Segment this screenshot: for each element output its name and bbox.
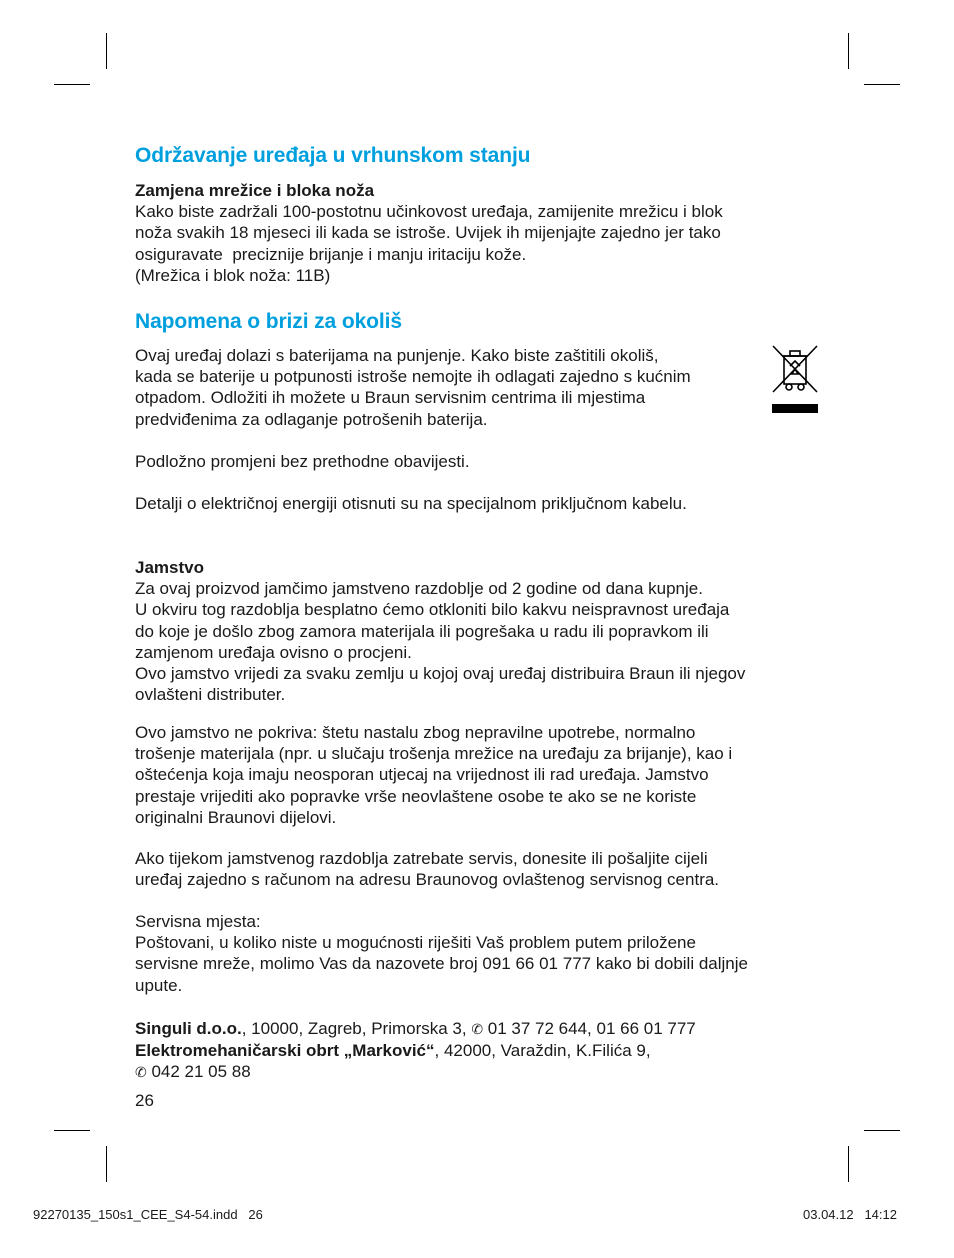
contact-name: Elektromehaničarski obrt „Marković“ (135, 1041, 435, 1061)
phone-icon: ✆ (471, 1021, 484, 1037)
maintenance-text-line: noža svakih 18 mjeseci ili kada se istroše. Uvijek ih mijenjajte zajedno jer tako (135, 223, 721, 243)
contact-address: , 10000, Zagreb, Primorska 3, (241, 1019, 472, 1038)
contact-name: Singuli d.o.o. (135, 1019, 242, 1038)
footer-file-info: 92270135_150s1_CEE_S4-54.indd 26 (33, 1207, 263, 1222)
maintenance-heading: Održavanje uređaja u vrhunskom stanju (135, 144, 531, 167)
contact-markovic-phone (135, 1061, 696, 1083)
change-notice: Podložno promjeni bez prethodne obavijesti. (135, 452, 470, 471)
crop-mark-bottom-left-v (106, 1146, 107, 1182)
service-locations-line: Poštovani, u koliko niste u mogućnosti riješiti Vaš problem putem priložene (135, 933, 696, 953)
service-locations (135, 911, 748, 996)
warranty-text-line: U okviru tog razdoblja besplatno ćemo otkloniti bilo kakvu neispravnost uređaja (135, 600, 730, 620)
maintenance-text-line: Kako biste zadržali 100-postotnu učinkovost uređaja, zamijenite mrežicu i blok (135, 202, 723, 222)
phone-icon: ✆ (135, 1064, 147, 1081)
environment-text-line: predviđenima za odlaganje potrošenih baterija. (135, 409, 488, 429)
service-text-line: Ako tijekom jamstvenog razdoblja zatrebate servis, donesite ili pošaljite cijeli (135, 849, 708, 868)
service-text-line: uređaj zajedno s računom na adresu Braunovog ovlaštenog servisnog centra. (135, 870, 720, 890)
exclusions-text-line: originalni Braunovi dijelovi. (135, 807, 337, 827)
electrical-notice: Detalji o električnoj energiji otisnuti su na specijalnom priključnom kabelu. (135, 494, 687, 513)
crop-mark-top-right-h (864, 84, 900, 85)
exclusions-text-line: trošenje materijala (npr. u slučaju trošenja mrežice na uređaju za brijanje), kao i (135, 744, 733, 764)
environment-text-line: Ovaj uređaj dolazi s baterijama na punjenje. Kako biste zaštitili okoliš, (135, 346, 659, 365)
environment-heading: Napomena o brizi za okoliš (135, 310, 402, 333)
warranty-section (135, 557, 745, 705)
maintenance-text-line: (Mrežica i blok noža: 11B) (135, 265, 331, 285)
contact-phones: 01 37 72 644, 01 66 01 777 (483, 1019, 696, 1038)
exclusions-text-line: prestaje vrijediti ako popravke vrše neovlaštene osobe te ako se ne koriste (135, 786, 697, 806)
maintenance-text-line: osiguravate preciznije brijanje i manju iritaciju kože. (135, 244, 527, 264)
contact-markovic (135, 1040, 696, 1061)
crop-mark-bottom-left-h (54, 1130, 90, 1131)
exclusions-text-line: Ovo jamstvo ne pokriva: štetu nastalu zbog nepravilne upotrebe, normalno (135, 723, 696, 742)
contact-singuli (135, 1018, 696, 1040)
warranty-heading: Jamstvo (135, 558, 204, 577)
footer-timestamp: 03.04.12 14:12 (803, 1207, 897, 1222)
contact-address: , 42000, Varaždin, K.Filića 9, (434, 1041, 651, 1061)
warranty-text-line: Ovo jamstvo vrijedi za svaku zemlju u kojoj ovaj uređaj distribuira Braun ili njegov (135, 664, 746, 684)
crossed-out-wheelie-bin-icon (770, 344, 820, 416)
environment-text-line: otpadom. Odložiti ih možete u Braun servisnim centrima ili mjestima (135, 388, 646, 408)
service-locations-line: Servisna mjesta: (135, 912, 261, 931)
environment-section (135, 345, 691, 430)
environment-text-line: kada se baterije u potpunosti istroše nemojte ih odlagati zajedno s kućnim (135, 367, 691, 387)
crop-mark-top-right-v (848, 33, 849, 69)
service-contacts (135, 1018, 696, 1084)
warranty-text-line: do koje je došlo zbog zamora materijala ili pogrešaka u radu ili popravkom ili (135, 621, 709, 641)
crop-mark-bottom-right-h (864, 1130, 900, 1131)
service-request (135, 848, 719, 890)
service-locations-line: servisne mreže, molimo Vas da nazovete broj 091 66 01 777 kako bi dobili daljnje (135, 954, 748, 974)
contact-phones: 042 21 05 88 (146, 1062, 251, 1082)
page-number: 26 (135, 1091, 154, 1110)
exclusions-text-line: oštećenja koja imaju neosporan utjecaj na vrijednost ili rad uređaja. Jamstvo (135, 765, 709, 785)
warranty-text-line: zamjenom uređaja ovisno o procjeni. (135, 642, 412, 662)
warranty-exclusions (135, 722, 732, 828)
warranty-text-line: ovlašteni distributer. (135, 685, 286, 705)
foil-replacement-subheading: Zamjena mrežice i bloka noža (135, 181, 375, 200)
crop-mark-top-left-h (54, 84, 90, 85)
service-locations-line: upute. (135, 975, 183, 995)
crop-mark-top-left-v (106, 33, 107, 69)
maintenance-section (135, 180, 723, 286)
warranty-text-line: Za ovaj proizvod jamčimo jamstveno razdoblje od 2 godine od dana kupnje. (135, 579, 703, 599)
crop-mark-bottom-right-v (848, 1146, 849, 1182)
